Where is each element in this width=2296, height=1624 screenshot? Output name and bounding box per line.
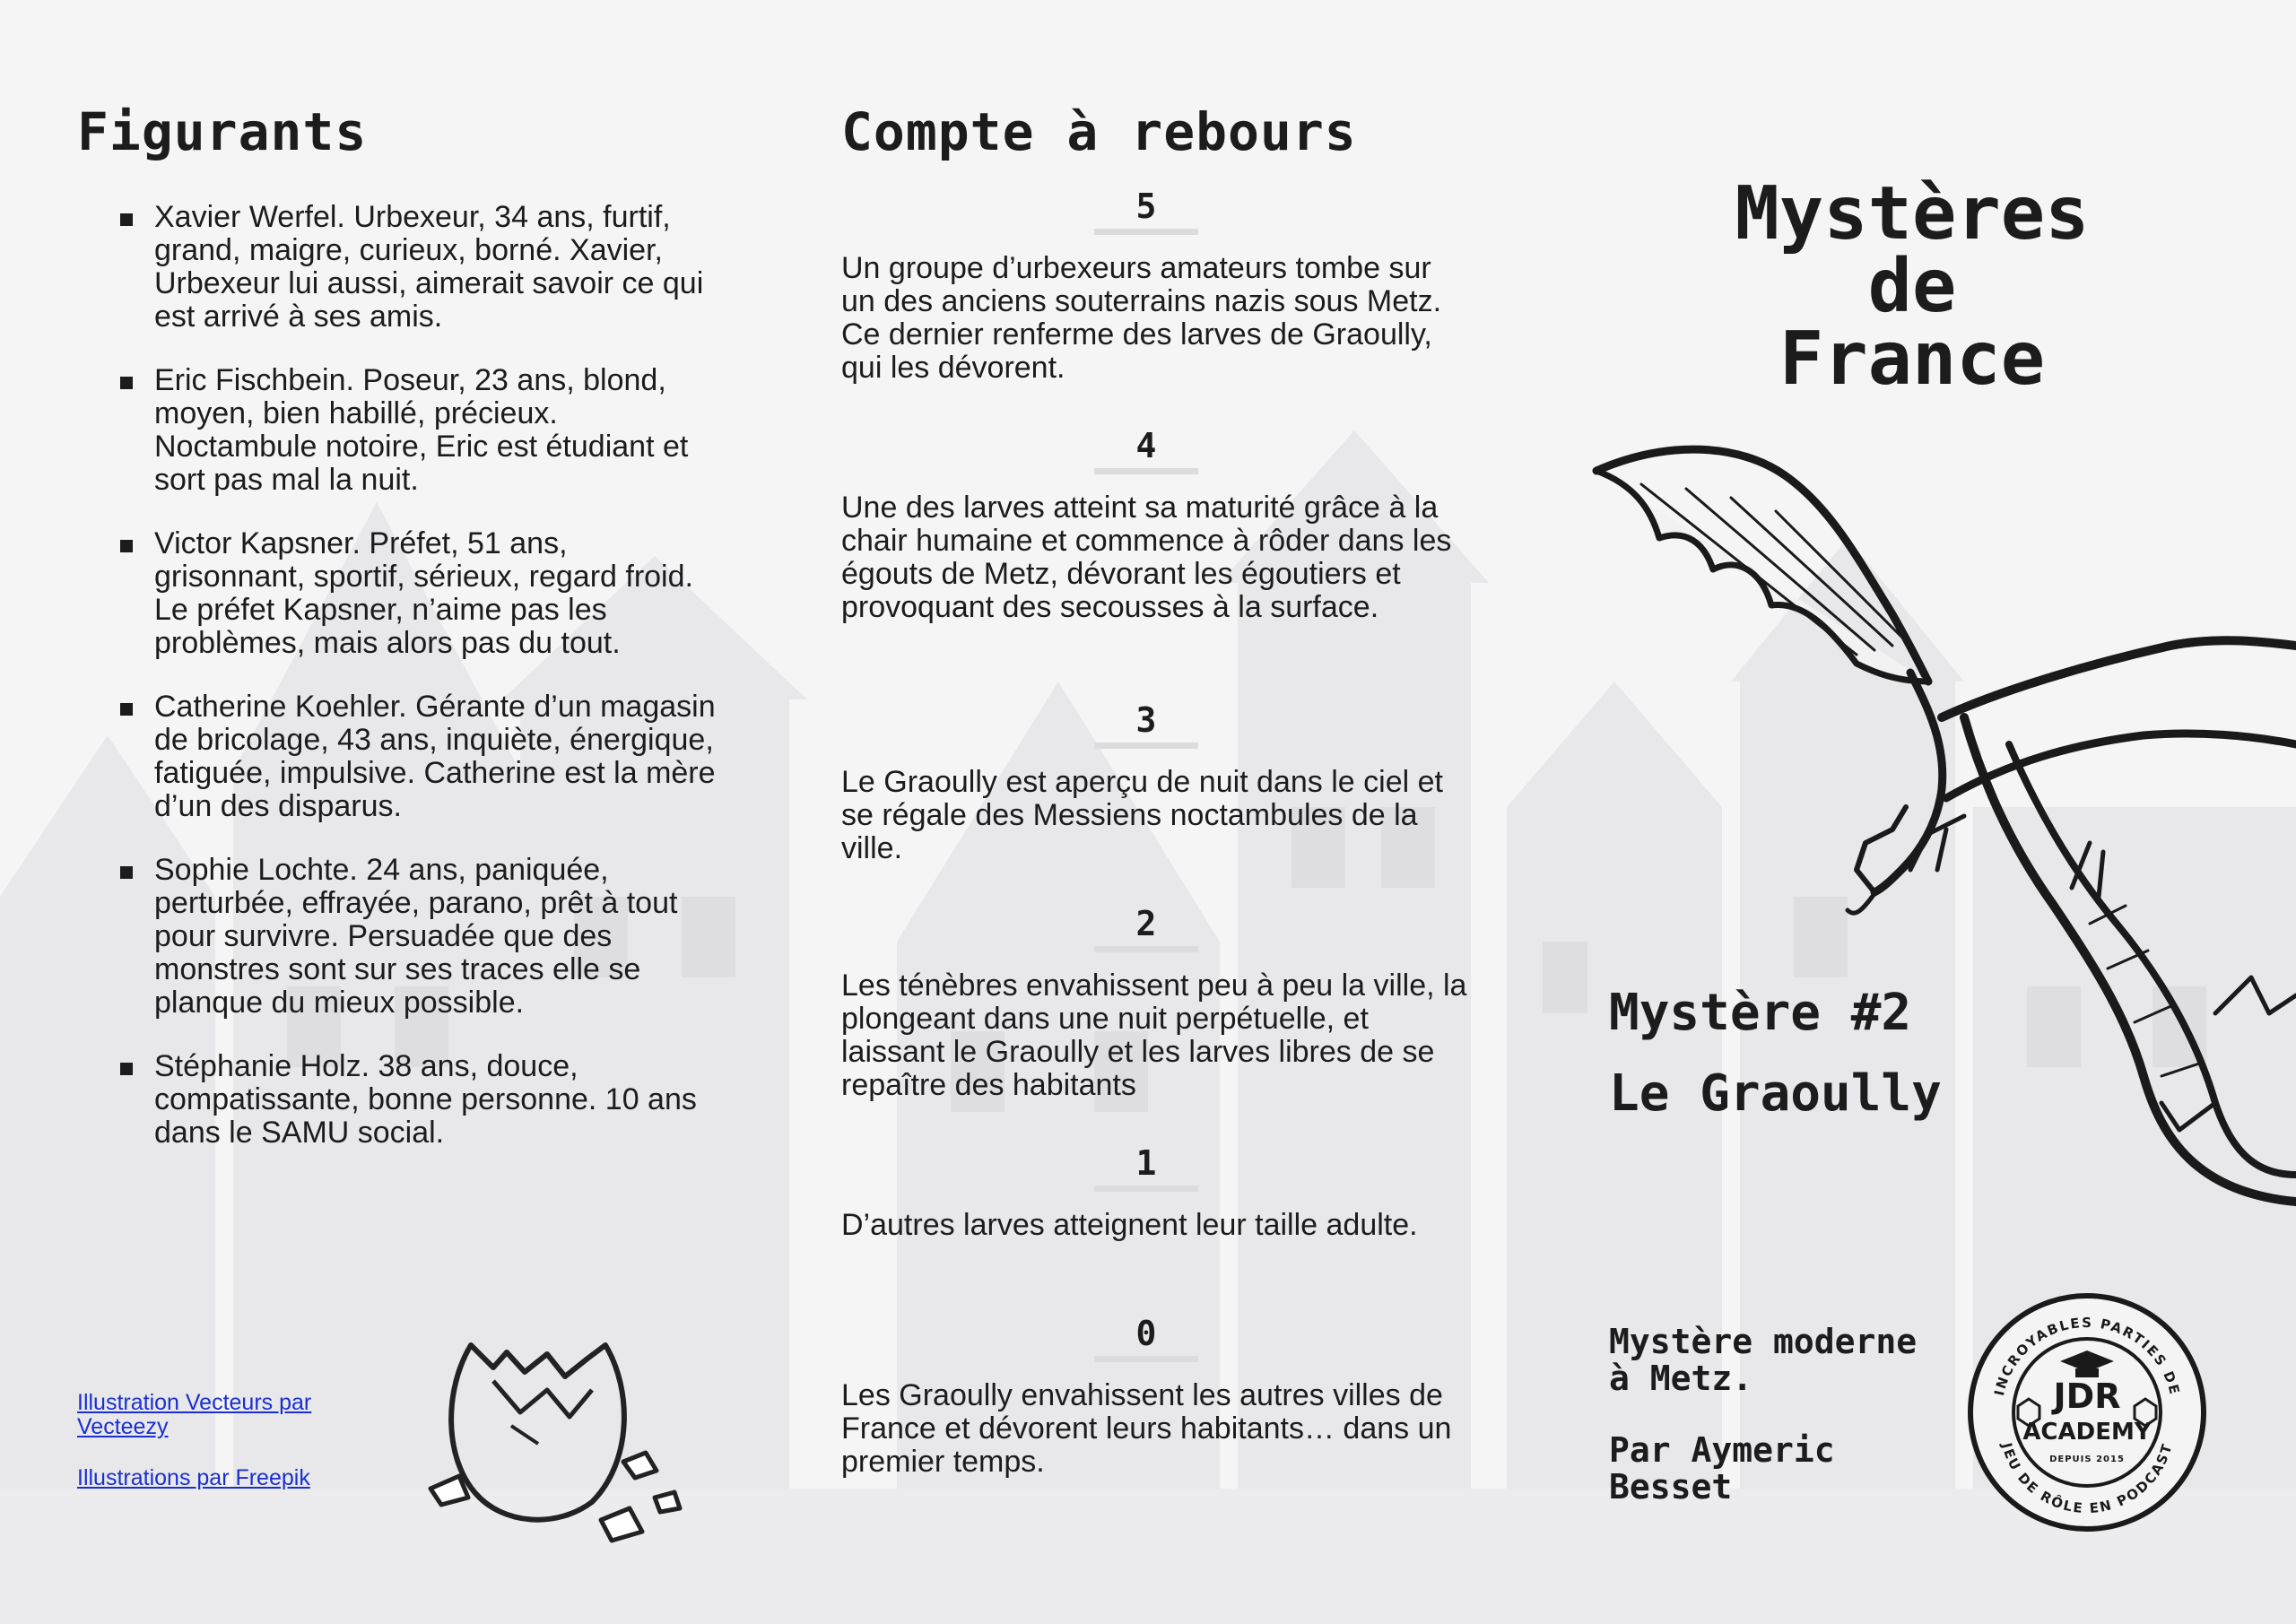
step-text: D’autres larves atteignent leur taille adulte. (841, 1208, 1418, 1242)
list-item: Eric Fischbein. Poseur, 23 ans, blond, moyen, bien habillé, précieux. Noctambule notoire, Eric est étudiant et sort pas mal la nuit. (77, 364, 723, 497)
credits (77, 1391, 373, 1490)
step-number: 5 (1135, 187, 1157, 226)
step-divider (1094, 468, 1198, 474)
mystery-number: Mystère #2 (1609, 984, 1912, 1042)
list-item: Xavier Werfel. Urbexeur, 34 ans, furtif, grand, maigre, curieux, borné. Xavier, Urbexeur lui aussi, aimerait savoir ce qui est arrivé à ses amis. (77, 201, 723, 334)
step-divider (1094, 743, 1198, 749)
countdown-step (841, 1143, 1469, 1242)
svg-text:JEU DE RÔLE EN PODCAST: JEU DE RÔLE EN PODCAST (1998, 1440, 2176, 1517)
step-text: Les Graoully envahissent les autres villes de France et dévorent leurs habitants… dans un premier temps. (841, 1378, 1452, 1479)
countdown-title: Compte à rebours (841, 101, 1357, 162)
figurants-column (77, 101, 723, 1180)
jdr-academy-logo (1966, 1291, 2208, 1533)
mystery-name: Le Graoully (1609, 1064, 1942, 1123)
step-divider (1094, 229, 1198, 235)
broken-egg-illustration (422, 1327, 691, 1551)
logo-jdr: JDR (2053, 1376, 2121, 1416)
countdown-step (841, 187, 1469, 385)
list-item: Catherine Koehler. Gérante d’un magasin de bricolage, 43 ans, inquiète, énergique, fatiguée, impulsive. Catherine est la mère d’un des disparus. (77, 690, 723, 823)
step-number: 2 (1135, 904, 1157, 943)
logo-since: DEPUIS 2015 (2049, 1455, 2125, 1464)
step-text: Un groupe d’urbexeurs amateurs tombe sur un des anciens souterrains nazis sous Metz. Ce dernier renferme des larves de Graoully, qui les dévorent. (841, 251, 1442, 385)
bullet-icon (120, 703, 133, 716)
step-number: 0 (1135, 1314, 1157, 1353)
step-number: 1 (1135, 1143, 1157, 1183)
freepik-credit-link[interactable]: Illustrations par Freepik (77, 1465, 310, 1490)
step-divider (1094, 1185, 1198, 1192)
step-number: 3 (1135, 700, 1157, 740)
step-divider (1094, 946, 1198, 952)
mystery-description: Mystère moderne à Metz. (1609, 1322, 1918, 1398)
bullet-icon (120, 213, 133, 226)
dragon-illustration (1587, 421, 2296, 1246)
cover-title: Mystères de France (1735, 171, 2090, 402)
step-text: Le Graoully est aperçu de nuit dans le ciel et se régale des Messiens noctambules de la ville. (841, 765, 1443, 865)
svg-text:INCROYABLES PARTIES DE: INCROYABLES PARTIES DE (1990, 1314, 2184, 1398)
step-divider (1094, 1356, 1198, 1362)
bullet-icon (120, 540, 133, 552)
list-item: Sophie Lochte. 24 ans, paniquée, perturbée, effrayée, parano, prêt à tout pour survivre. Persuadée que des monstres sont sur ses traces elle se planque du mieux possible. (77, 854, 723, 1020)
countdown-column (841, 101, 1469, 1479)
list-item: Victor Kapsner. Préfet, 51 ans, grisonnant, sportif, sérieux, regard froid. Le préfet Kapsner, n’aime pas les problèmes, mais alors pas du tout. (77, 527, 723, 660)
step-text: Une des larves atteint sa maturité grâce à la chair humaine et commence à rôder dans les égouts de Metz, dévorant les égoutiers et provoquant des secousses à la surface. (841, 491, 1452, 624)
mystery-author: Par Aymeric Besset (1609, 1430, 1835, 1507)
logo-academy: ACADEMY (2022, 1419, 2152, 1446)
vecteezy-credit-link[interactable]: Illustration Vecteurs par Vecteezy (77, 1390, 312, 1439)
countdown-step (841, 1314, 1469, 1479)
countdown-step (841, 904, 1469, 1102)
list-item: Stéphanie Holz. 38 ans, douce, compatissante, bonne personne. 10 ans dans le SAMU social. (77, 1050, 723, 1150)
bullet-icon (120, 377, 133, 389)
countdown-step (841, 700, 1469, 865)
bullet-icon (120, 1063, 133, 1075)
countdown-step (841, 426, 1469, 624)
step-text: Les ténèbres envahissent peu à peu la ville, la plongeant dans une nuit perpétuelle, et laissant le Graoully et les larves libres de se repaître des habitants (841, 968, 1467, 1102)
bullet-icon (120, 866, 133, 879)
step-number: 4 (1135, 426, 1157, 465)
figurants-list (77, 201, 723, 1150)
figurants-title: Figurants (77, 101, 368, 162)
